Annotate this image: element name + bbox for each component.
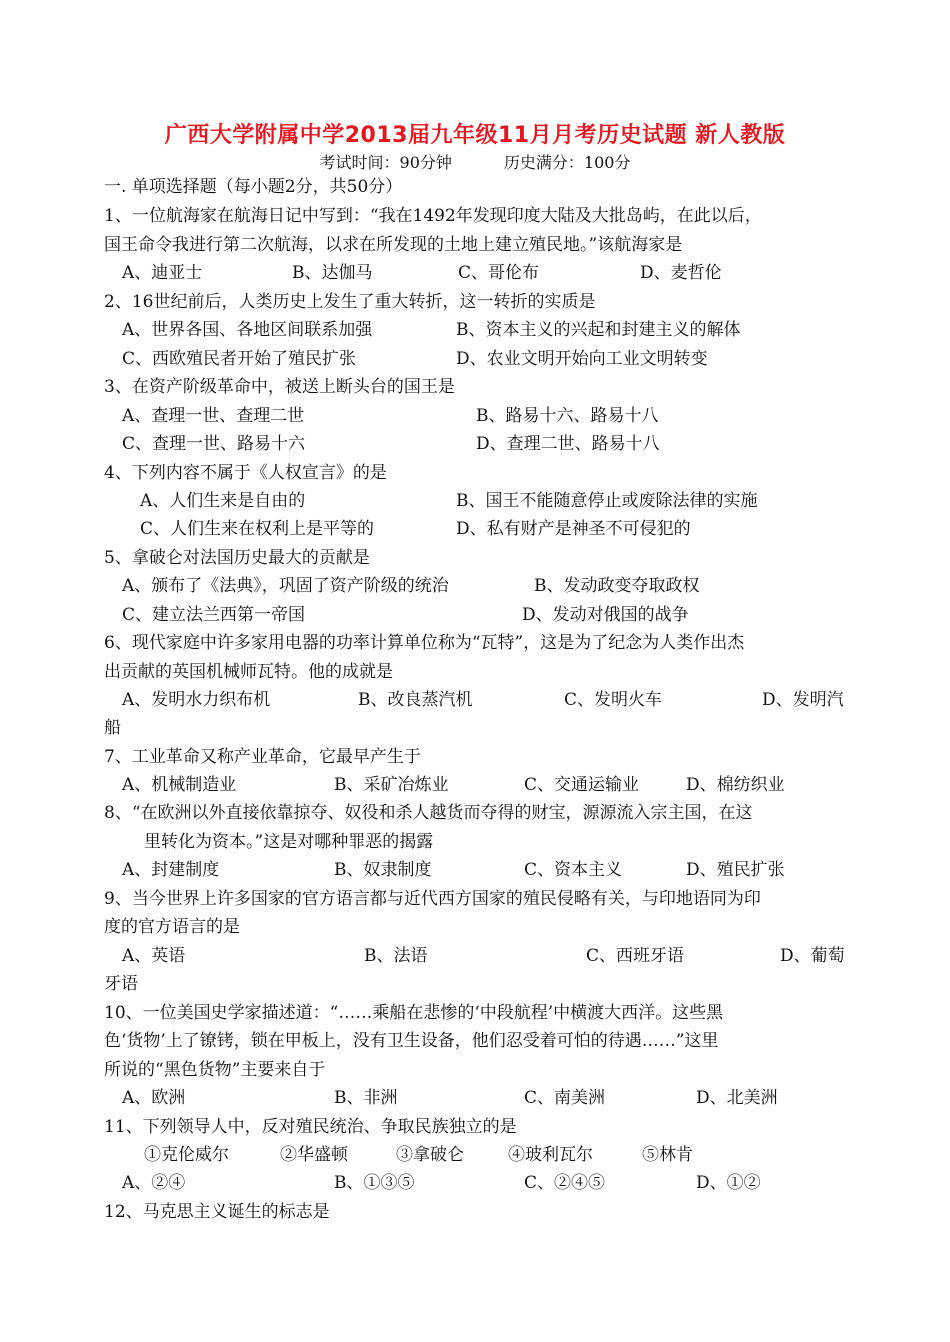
question-4-option-d: D、私有财产是神圣不可侵犯的 xyxy=(456,519,691,539)
question-5-option-b: B、发动政变夺取政权 xyxy=(534,576,700,596)
question-5-option-d: D、发动对俄国的战争 xyxy=(522,605,689,625)
question-7-line-1: 7、工业革命又称产业革命，它最早产生于 xyxy=(104,747,421,767)
question-10-option-b: B、非洲 xyxy=(334,1088,398,1108)
question-10-line-1: 10、一位美国史学家描述道：“……乘船在悲惨的‘中段航程’中横渡大西洋。这些黑 xyxy=(104,1003,724,1023)
question-2-option-d: D、农业文明开始向工业文明转变 xyxy=(456,349,708,369)
question-9-option-b: B、法语 xyxy=(364,946,428,966)
question-11-option-c: C、②④⑤ xyxy=(524,1173,606,1193)
question-9-option-d: D、葡萄 xyxy=(780,946,845,966)
question-9-option-d-wrap: 牙语 xyxy=(104,974,138,994)
question-6-option-d-wrap: 船 xyxy=(104,718,121,738)
question-9-line-1: 9、当今世界上许多国家的官方语言都与近代西方国家的殖民侵略有关，与印地语同为印 xyxy=(104,889,761,909)
question-6-option-b: B、改良蒸汽机 xyxy=(358,690,473,710)
question-1-option-b: B、达伽马 xyxy=(292,263,373,283)
question-7-option-b: B、采矿冶炼业 xyxy=(334,775,449,795)
question-7-option-c: C、交通运输业 xyxy=(524,775,640,795)
question-9-line-2: 度的官方语言的是 xyxy=(104,917,240,937)
question-3-option-d: D、查理二世、路易十八 xyxy=(476,434,660,454)
question-6-line-1: 6、现代家庭中许多家用电器的功率计算单位称为“瓦特”，这是为了纪念为人类作出杰 xyxy=(104,633,745,653)
question-1-option-d: D、麦哲伦 xyxy=(640,263,722,283)
exam-info xyxy=(0,150,950,173)
question-11-item-5: ⑤林肯 xyxy=(642,1145,693,1165)
question-2-option-c: C、西欧殖民者开始了殖民扩张 xyxy=(122,349,357,369)
section-heading: 一. 单项选择题（每小题2分，共50分） xyxy=(104,177,403,197)
question-11-option-d: D、①② xyxy=(696,1173,761,1193)
question-11-item-4: ④玻利瓦尔 xyxy=(508,1145,593,1165)
question-4-option-c: C、人们生来在权利上是平等的 xyxy=(140,519,375,539)
question-11-item-1: ①克伦威尔 xyxy=(144,1145,229,1165)
question-6-option-a: A、发明水力织布机 xyxy=(122,690,271,710)
question-5-option-c: C、建立法兰西第一帝国 xyxy=(122,605,306,625)
page-title: 广西大学附属中学2013届九年级11月月考历史试题 新人教版 xyxy=(164,123,786,148)
exam-time: 考试时间：90分钟 xyxy=(319,153,452,172)
question-10-line-3: 所说的“黑色货物”主要来自于 xyxy=(104,1060,326,1080)
question-8-option-a: A、封建制度 xyxy=(122,860,220,880)
question-5-line-1: 5、拿破仑对法国历史最大的贡献是 xyxy=(104,548,370,568)
question-8-line-1: 8、“在欧洲以外直接依靠掠夺、奴役和杀人越货而夺得的财宝，源源流入宗主国，在这 xyxy=(104,803,753,823)
question-10-option-c: C、南美洲 xyxy=(524,1088,606,1108)
question-12-line-1: 12、马克思主义诞生的标志是 xyxy=(104,1202,330,1222)
question-10-line-2: 色‘货物’上了镣铐，锁在甲板上，没有卫生设备，他们忍受着可怕的待遇……”这里 xyxy=(104,1031,719,1051)
question-1-line-2: 国王命令我进行第二次航海，以求在所发现的土地上建立殖民地。”该航海家是 xyxy=(104,235,683,255)
question-11-item-3: ③拿破仑 xyxy=(396,1145,464,1165)
question-9-option-c: C、西班牙语 xyxy=(586,946,685,966)
question-3-option-a: A、查理一世、查理二世 xyxy=(122,406,305,426)
question-5-option-a: A、颁布了《法典》，巩固了资产阶级的统治 xyxy=(122,576,449,596)
question-10-option-a: A、欧洲 xyxy=(122,1088,186,1108)
full-score: 历史满分：100分 xyxy=(503,153,631,172)
question-6-option-c: C、发明火车 xyxy=(564,690,663,710)
question-4-line-1: 4、下列内容不属于《人权宣言》的是 xyxy=(104,463,387,483)
question-6-line-2: 出贡献的英国机械师瓦特。他的成就是 xyxy=(104,662,393,682)
question-8-option-b: B、奴隶制度 xyxy=(334,860,432,880)
question-7-option-d: D、棉纺织业 xyxy=(686,775,785,795)
question-10-option-d: D、北美洲 xyxy=(696,1088,778,1108)
question-8-line-2: 里转化为资本。”这是对哪种罪恶的揭露 xyxy=(144,832,434,852)
question-4-option-a: A、人们生来是自由的 xyxy=(140,491,306,511)
question-2-option-a: A、世界各国、各地区间联系加强 xyxy=(122,320,373,340)
question-2-line-1: 2、16世纪前后，人类历史上发生了重大转折，这一转折的实质是 xyxy=(104,292,596,312)
question-8-option-c: C、资本主义 xyxy=(524,860,623,880)
question-3-option-c: C、查理一世、路易十六 xyxy=(122,434,306,454)
question-11-option-a: A、②④ xyxy=(122,1173,186,1193)
question-11-item-2: ②华盛顿 xyxy=(280,1145,348,1165)
question-2-option-b: B、资本主义的兴起和封建主义的解体 xyxy=(456,320,741,340)
question-1-option-c: C、哥伦布 xyxy=(458,263,540,283)
question-11-option-b: B、①③⑤ xyxy=(334,1173,415,1193)
question-3-option-b: B、路易十六、路易十八 xyxy=(476,406,659,426)
question-7-option-a: A、机械制造业 xyxy=(122,775,237,795)
question-8-option-d: D、殖民扩张 xyxy=(686,860,785,880)
question-1-option-a: A、迪亚士 xyxy=(122,263,203,283)
question-6-option-d: D、发明汽 xyxy=(762,690,844,710)
question-9-option-a: A、英语 xyxy=(122,946,186,966)
question-1-line-1: 1、一位航海家在航海日记中写到：“我在1492年发现印度大陆及大批岛屿，在此以后， xyxy=(104,206,762,226)
question-4-option-b: B、国王不能随意停止或废除法律的实施 xyxy=(456,491,758,511)
question-11-line-1: 11、下列领导人中，反对殖民统治、争取民族独立的是 xyxy=(104,1117,517,1137)
question-3-line-1: 3、在资产阶级革命中，被送上断头台的国王是 xyxy=(104,377,455,397)
